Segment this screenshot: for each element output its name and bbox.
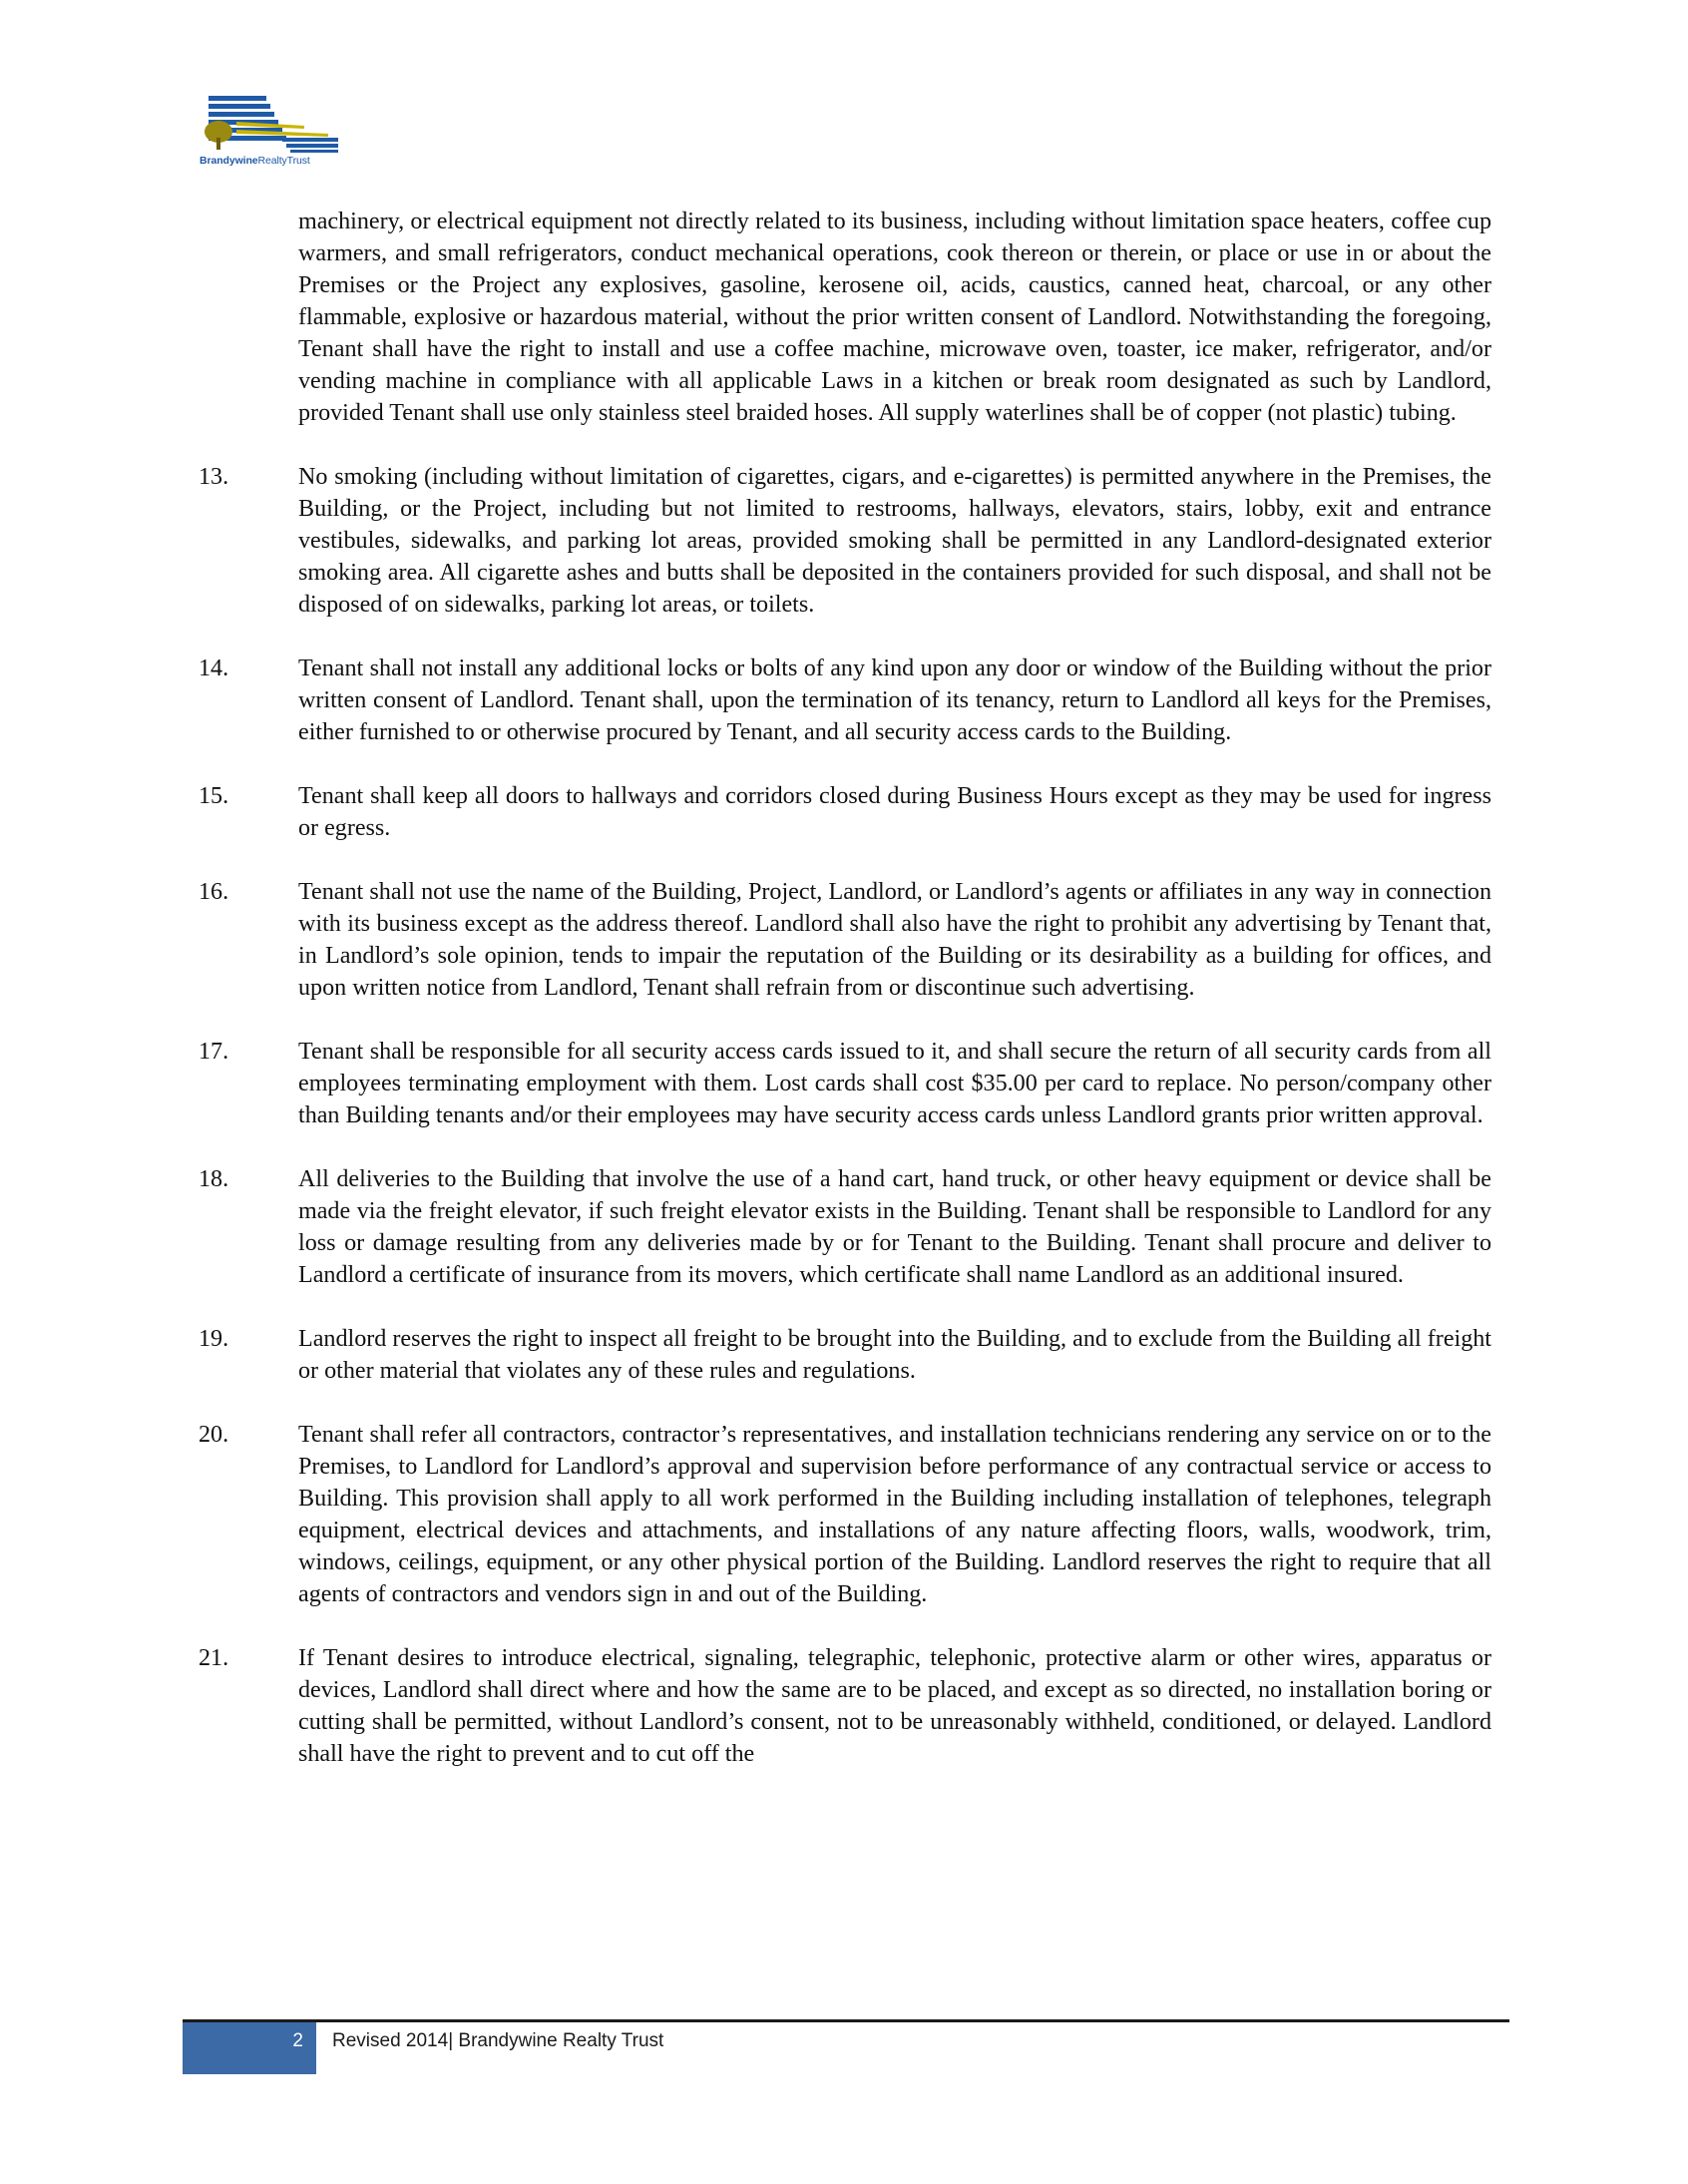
item-number: 15. (199, 783, 229, 809)
item-text: Tenant shall be responsible for all security access cards issued to it, and shall secure the return of all security cards from all employees terminating employment with them. Lost cards shall cost $35.00 per card to replace. No person/company other than Building tenants and/or their employees may have security access cards unless Landlord grants prior written approval. (298, 1039, 1491, 1128)
item-text: Tenant shall keep all doors to hallways and corridors closed during Business Hours except as they may be used for ingress or egress. (298, 783, 1491, 841)
item-number: 13. (199, 464, 229, 490)
item-text: Landlord reserves the right to inspect all freight to be brought into the Building, and to exclude from the Building all freight or other material that violates any of these rules and regulations. (298, 1326, 1491, 1384)
list-item-21 (199, 1642, 1491, 1770)
paragraph-text: machinery, or electrical equipment not directly related to its business, including without limitation space heaters, coffee cup warmers, and small refrigerators, conduct mechanical operations, cook thereon or therein, or place or use in or about the Premises or the Project any explosives, gasoline, kerosene oil, acids, caustics, canned heat, charcoal, or any other flammable, explosive or hazardous material, without the prior written consent of Landlord. Notwithstanding the foregoing, Tenant shall have the right to install and use a coffee machine, microwave oven, toaster, ice maker, refrigerator, and/or vending machine in compliance with all applicable Laws in a kitchen or break room designated as such by Landlord, provided Tenant shall use only stainless steel braided hoses. All supply waterlines shall be of copper (not plastic) tubing. (298, 209, 1491, 426)
page-number: 2 (292, 2030, 303, 2051)
list-item-16 (199, 876, 1491, 1004)
list-item-19 (199, 1323, 1491, 1387)
item-text: Tenant shall refer all contractors, contractor’s representatives, and installation technicians rendering any service on or to the Premises, to Landlord for Landlord’s approval and supervision before performance of any contractual service or access to Building. This provision shall apply to all work performed in the Building including installation of telephones, telegraph equipment, electrical devices and attachments, and installations of any nature affecting floors, walls, woodwork, trim, windows, ceilings, equipment, or any other physical portion of the Building. Landlord reserves the right to require that all agents of contractors and vendors sign in and out of the Building. (298, 1422, 1491, 1607)
item-text: All deliveries to the Building that involve the use of a hand cart, hand truck, or other heavy equipment or device shall be made via the freight elevator, if such freight elevator exists in the Building. Tenant shall be responsible to Landlord for any loss or damage resulting from any deliveries made by or for Tenant to the Building. Tenant shall procure and deliver to Landlord a certificate of insurance from its movers, which certificate shall name Landlord as an additional insured. (298, 1166, 1491, 1288)
document-body (199, 206, 1491, 1802)
item-text: No smoking (including without limitation of cigarettes, cigars, and e-cigarettes) is permitted anywhere in the Premises, the Building, or the Project, including but not limited to restrooms, hallways, elevators, stairs, lobby, exit and entrance vestibules, sidewalks, and parking lot areas, provided smoking shall be permitted in any Landlord-designated exterior smoking area. All cigarette ashes and butts shall be deposited in the containers provided for such disposal, and shall not be disposed of on sidewalks, parking lot areas, or toilets. (298, 464, 1491, 618)
list-item-15 (199, 780, 1491, 844)
list-item-17 (199, 1036, 1491, 1131)
item-text: If Tenant desires to introduce electrical, signaling, telegraphic, telephonic, protective alarm or other wires, apparatus or devices, Landlord shall direct where and how the same are to be placed, and except as so directed, no installation boring or cutting shall be permitted, without Landlord’s consent, not to be unreasonably withheld, conditioned, or delayed. Landlord shall have the right to prevent and to cut off the (298, 1645, 1491, 1767)
list-item-14 (199, 653, 1491, 748)
item-number: 20. (199, 1422, 229, 1448)
item-number: 17. (199, 1039, 229, 1065)
list-item-20 (199, 1419, 1491, 1610)
item-number: 21. (199, 1645, 229, 1671)
item-number: 16. (199, 879, 229, 905)
item-number: 14. (199, 655, 229, 681)
logo-wordmark: BrandywineRealtyTrust (200, 155, 310, 167)
item-number: 19. (199, 1326, 229, 1352)
list-item-13 (199, 461, 1491, 621)
footer-text: Revised 2014| Brandywine Realty Trust (332, 2030, 664, 2051)
item-number: 18. (199, 1166, 229, 1192)
continuation-paragraph (199, 206, 1491, 429)
item-text: Tenant shall not use the name of the Building, Project, Landlord, or Landlord’s agents or affiliates in any way in connection with its business except as the address thereof. Landlord shall also have the right to prohibit any advertising by Tenant that, in Landlord’s sole opinion, tends to impair the reputation of the Building or its desirability as a building for offices, and upon written notice from Landlord, Tenant shall refrain from or discontinue such advertising. (298, 879, 1491, 1001)
list-item-18 (199, 1163, 1491, 1291)
item-text: Tenant shall not install any additional locks or bolts of any kind upon any door or window of the Building without the prior written consent of Landlord. Tenant shall, upon the termination of its tenancy, return to Landlord all keys for the Premises, either furnished to or otherwise procured by Tenant, and all security access cards to the Building. (298, 655, 1491, 745)
